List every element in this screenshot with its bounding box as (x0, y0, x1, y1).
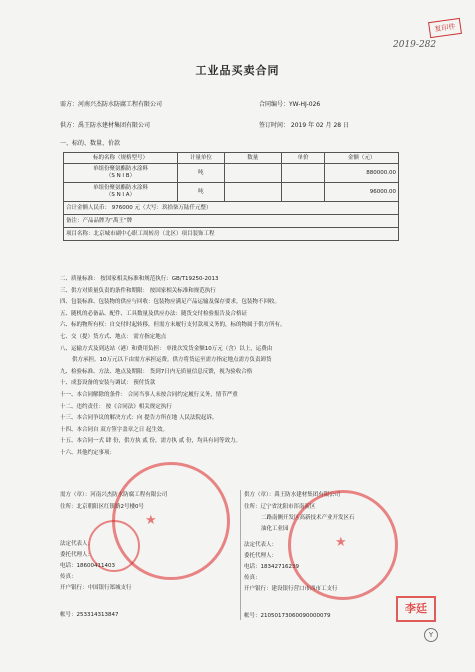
buyer-account: 帐号：253314313847 (60, 612, 119, 618)
clauses-section (60, 276, 400, 462)
remark: 备注：产品品牌为“禹王”牌 (64, 215, 399, 228)
seal-star-icon: ★ (335, 535, 347, 550)
total-amount: 合计金额人民币： 976000 元（大写：玖拾柒万陆仟元整） (64, 202, 399, 215)
signing-divider (240, 490, 241, 620)
item-qty (224, 164, 281, 183)
header-cell: 数量 (224, 153, 281, 164)
item-name-line: 单组份聚氨酯防水涂料 (92, 185, 148, 191)
sign-date: 签订时间： 2019 年 02 月 28 日 (259, 122, 349, 129)
item-unit: 吨 (177, 183, 224, 202)
item-unit: 吨 (177, 164, 224, 183)
buyer-phone: 电话：18600411403 (60, 563, 115, 569)
clause-accessories: 五、随机的必备品、配件、工具数量及供应办法：随货交付检验报告及合格证 (60, 310, 248, 317)
buyer-name: 需方：河南兴杰防水防腐工程有限公司 (60, 101, 163, 108)
seller-address-line3: 油化工业园 (261, 526, 289, 532)
buyer-agent: 委托代理人： (60, 552, 94, 558)
item-amount: 96000.00 (325, 183, 399, 202)
clause-installation: 十、成套设备的安装与调试： 预付货款 (60, 380, 156, 387)
table-row (64, 183, 399, 202)
seller-agent: 委托代理人： (244, 553, 278, 559)
clause-transport: 八、运输方式及到达站（港）和费用负担： 单批次发货金额10万元（含）以上，运费由 (60, 345, 273, 352)
seller-phone: 电话：18342716239 (244, 564, 299, 570)
project-row (64, 228, 399, 241)
buyer-legal-rep: 法定代表人： (60, 541, 94, 547)
buyer-bank: 开户银行：中国银行郑城支行 (60, 585, 132, 591)
contract-number: 合同编号：YW-HJ-026 (259, 101, 321, 108)
section-title: 一、标的、数量、价款 (60, 140, 121, 147)
handwritten-number: 2019-282 (393, 40, 437, 50)
seller-name: 供方：禹王防水建材集团有限公司 (60, 122, 151, 129)
seller-seal-label: 供方（章）：禹王防水建材集团有限公司 (244, 492, 341, 498)
item-name-line: 单组份聚氨酯防水涂料 (92, 166, 148, 172)
clause-quality: 二、质量标准： 按国家相关标准和规范执行：GB/T19250-2013 (60, 276, 219, 282)
project-name: 项目名称：北京城市副中心职工周转房（北区）项目装饰工程 (64, 228, 399, 241)
buyer-address: 住所：北京朝阳区红镇路2号楼0号 (60, 504, 144, 510)
buyer-fax: 传真： (60, 574, 77, 580)
clause-transport-cont: 供方承担。10万元以下由需方承担运费。供方将货运至需方指定地点需方负责卸货 (72, 357, 272, 364)
remark-row (64, 215, 399, 228)
clause-other: 十六、其他约定事项： (60, 449, 116, 456)
buyer-seal-label: 需方（章）：河南兴杰防水防腐工程有限公司 (60, 492, 168, 498)
seller-account: 帐号：21050173060090000079 (244, 613, 331, 619)
item-name (64, 183, 178, 202)
header-cell: 单价 (281, 153, 325, 164)
copy-stamp: 复印件 (428, 18, 462, 38)
item-price (281, 164, 325, 183)
seal-star-icon: ★ (145, 513, 157, 528)
goods-table (63, 152, 399, 241)
clause-packaging: 四、包装标准、包装物的供应与回收：包装物应满足产品运输及保存要求，包装物不回收。 (60, 299, 281, 306)
seller-legal-rep: 法定代表人： (244, 542, 278, 548)
table-header-row (64, 153, 399, 164)
item-qty (224, 183, 281, 202)
watermark-y-icon: Y (424, 628, 438, 642)
item-amount: 880000.00 (325, 164, 399, 183)
item-model-line: （S N I A） (105, 192, 136, 198)
item-model-line: （S N I B） (105, 173, 136, 179)
clause-copies: 十五、本合同一式 肆 份，供方执 贰 份，需方执 贰 份，均具有同等效力。 (60, 438, 241, 445)
table-row (64, 164, 399, 183)
contract-title: 工业品买卖合同 (195, 64, 280, 77)
item-price (281, 183, 325, 202)
total-row (64, 202, 399, 215)
seller-fax: 传真： (244, 575, 261, 581)
name-stamp: 李廷 (396, 596, 436, 622)
clause-delivery: 七、交（提）货方式、地点： 需方指定地点 (60, 333, 167, 340)
item-name (64, 164, 178, 183)
clause-termination: 十一、本合同解除的条件： 合同当事人未按合同约定履行义务，情节严重 (60, 391, 238, 398)
clause-responsibility: 三、供方对质量负责的条件和期限： 按国家相关标准和规范执行 (60, 287, 216, 294)
seller-bank: 开户银行：建设银行营口市西市工支行 (244, 586, 338, 592)
clause-liability: 十二、违约责任： 按《合同法》相关规定执行 (60, 403, 172, 410)
clause-ownership: 六、标的物所有权：自交付时起转移，但需方未履行支付款项义务的，标的物属于供方所有。 (60, 322, 286, 329)
seller-company-seal (288, 490, 398, 600)
clause-inspection: 九、检验标准、方法、地点及期限： 货到7日内无质量信息反馈，视为验收合格 (60, 368, 253, 375)
header-cell: 金额（元） (325, 153, 399, 164)
header-cell: 标的名称（规格型号） (64, 153, 178, 164)
clause-dispute: 十三、本合同争议的解决方式：向 提告方所在地 人民法院起诉。 (60, 415, 218, 422)
buyer-small-seal (88, 520, 140, 572)
seller-address: 住所：辽宁省沈阳市浑南新区 (244, 504, 316, 510)
clause-effective: 十四、本合同自 双方签字盖章之日 起生效。 (60, 426, 168, 433)
seller-address-line2: 二路南侧开发区高新技术产业开发区石 (261, 515, 355, 521)
header-cell: 计量单位 (177, 153, 224, 164)
